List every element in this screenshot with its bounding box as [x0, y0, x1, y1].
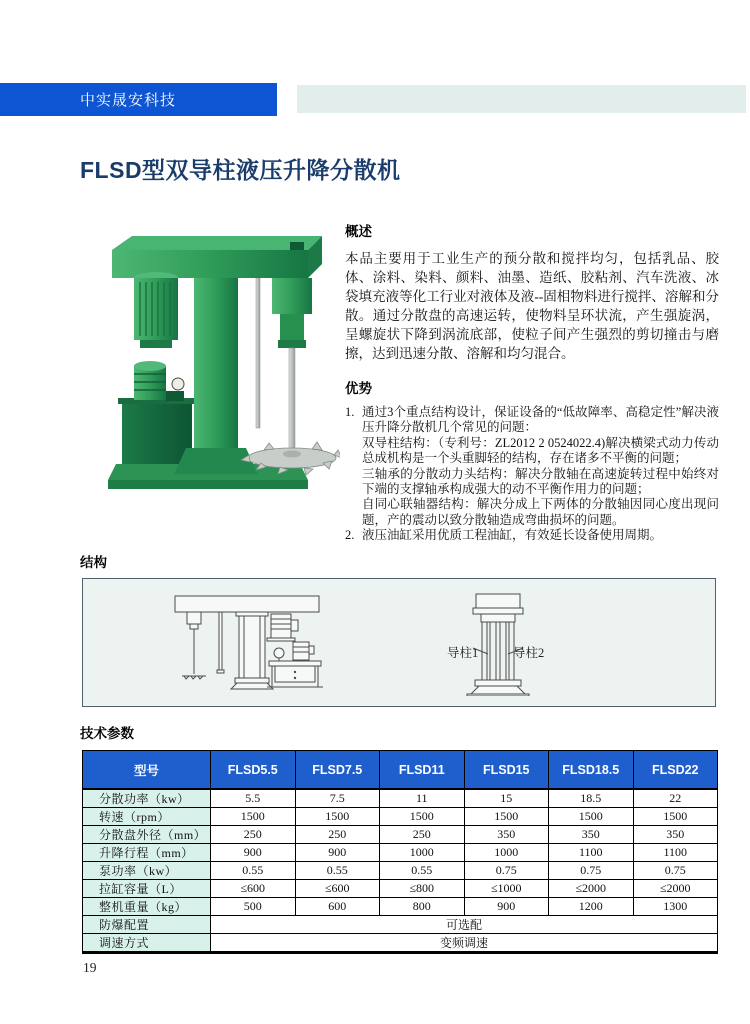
spec-row — [83, 862, 718, 880]
model-header-FLSD11: FLSD11 — [380, 751, 465, 790]
model-header-FLSD15: FLSD15 — [464, 751, 549, 790]
spec-row — [83, 789, 718, 808]
spec-value: 0.55 — [380, 862, 465, 880]
brand-name: 中实晟安科技 — [80, 92, 177, 109]
advantage-item-1-sub-1: 双导柱结构：（专利号：ZL2012 2 0524022.4)解决横梁式动力传动总成机构是一个头重脚轻的结构，存在诸多不平衡的问题； — [362, 435, 719, 466]
spec-value: 0.75 — [549, 862, 634, 880]
spec-value: 1100 — [549, 844, 634, 862]
spec-value: 1500 — [633, 808, 718, 826]
specs-table-head — [83, 751, 718, 790]
spec-value: 1500 — [211, 808, 296, 826]
spec-value: 1500 — [295, 808, 380, 826]
model-column-header: 型号 — [83, 751, 211, 790]
advantage-item-2-body — [362, 528, 719, 543]
spec-value: 250 — [295, 826, 380, 844]
spec-value: 350 — [549, 826, 634, 844]
spec-value: 350 — [633, 826, 718, 844]
spec-value: 500 — [211, 898, 296, 916]
spec-value: 1100 — [633, 844, 718, 862]
spec-row-label: 调速方式 — [83, 934, 211, 953]
spec-value: ≤800 — [380, 880, 465, 898]
spec-value: ≤1000 — [464, 880, 549, 898]
spec-row-label: 转速（rpm） — [83, 808, 211, 826]
specs-table — [82, 750, 718, 954]
spec-value: 600 — [295, 898, 380, 916]
advantage-item-2-text: 液压油缸采用优质工程油缸，有效延长设备使用周期。 — [362, 528, 663, 543]
disperser-machine-illustration — [60, 212, 340, 492]
spec-row — [83, 826, 718, 844]
spec-merged-value: 可选配 — [211, 916, 718, 934]
advantage-item-1-sub-3: 自同心联轴器结构：解决分成上下两体的分散轴因同心度出现问题，产的震动以致分散轴造成弯曲损坏的问题。 — [362, 497, 719, 527]
spec-value: 0.55 — [211, 862, 296, 880]
spec-row — [83, 916, 718, 934]
spec-row — [83, 898, 718, 916]
spec-value: 1000 — [464, 844, 549, 862]
advantage-item-2-number: 2. — [345, 528, 355, 543]
spec-value: 900 — [211, 844, 296, 862]
header-accent-bar — [297, 85, 746, 113]
spec-row — [83, 844, 718, 862]
spec-value: 250 — [380, 826, 465, 844]
advantage-item-1 — [345, 405, 719, 528]
advantage-item-1-number: 1. — [345, 405, 355, 419]
spec-value: 11 — [380, 789, 465, 808]
model-header-FLSD7.5: FLSD7.5 — [295, 751, 380, 790]
guide-column-1-label: 导柱1 — [447, 646, 479, 660]
spec-row-label: 拉缸容量（L） — [83, 880, 211, 898]
spec-value: 900 — [464, 898, 549, 916]
right-column — [345, 220, 719, 544]
spec-row-label: 分散盘外径（mm） — [83, 826, 211, 844]
spec-value: 1300 — [633, 898, 718, 916]
spec-value: 0.75 — [464, 862, 549, 880]
spec-value: ≤600 — [211, 880, 296, 898]
spec-value: 350 — [464, 826, 549, 844]
spec-value: 1500 — [380, 808, 465, 826]
spec-value: 1500 — [549, 808, 634, 826]
spec-value: 18.5 — [549, 789, 634, 808]
spec-value: 7.5 — [295, 789, 380, 808]
spec-value: 900 — [295, 844, 380, 862]
page-title: FLSD型双导柱液压升降分散机 — [80, 157, 401, 183]
spec-value: 1000 — [380, 844, 465, 862]
spec-value: 0.55 — [295, 862, 380, 880]
advantages-heading: 优势 — [345, 381, 372, 396]
spec-value: ≤2000 — [549, 880, 634, 898]
spec-row-label: 防爆配置 — [83, 916, 211, 934]
specs-heading: 技术参数 — [80, 726, 134, 741]
spec-row — [83, 808, 718, 826]
spec-merged-value: 变频调速 — [211, 934, 718, 953]
model-header-FLSD5.5: FLSD5.5 — [211, 751, 296, 790]
spec-row-label: 整机重量（kg） — [83, 898, 211, 916]
spec-value: 800 — [380, 898, 465, 916]
overview-paragraph: 本品主要用于工业生产的预分散和搅拌均匀，包括乳品、胶体、涂料、染料、颜料、油墨、造纸、胶粘剂、汽车洗液、冰袋填充液等化工行业对液体及液--固相物料进行搅拌、溶解和分散。通过分散盘的高速运转，使物料呈环状流，产生强旋涡，呈螺旋状下降到涡流底部，使粒子间产生强烈的剪切撞击与磨擦，达到迅速分散、溶解和均匀混合。 — [345, 251, 719, 361]
spec-value: ≤600 — [295, 880, 380, 898]
spec-value: 5.5 — [211, 789, 296, 808]
structure-heading: 结构 — [80, 555, 107, 570]
spec-value: 22 — [633, 789, 718, 808]
spec-row-label: 泵功率（kw） — [83, 862, 211, 880]
spec-value: ≤2000 — [633, 880, 718, 898]
model-header-FLSD22: FLSD22 — [633, 751, 718, 790]
spec-value: 15 — [464, 789, 549, 808]
structure-diagram-box — [82, 578, 716, 707]
page-number: 19 — [83, 960, 97, 975]
machine-side-view-drawing — [151, 590, 341, 696]
spec-row-label: 升降行程（mm） — [83, 844, 211, 862]
spec-value: 1500 — [464, 808, 549, 826]
spec-row — [83, 934, 718, 953]
spec-row — [83, 880, 718, 898]
brand-bar — [0, 83, 277, 116]
spec-row-label: 分散功率（kw） — [83, 789, 211, 808]
advantage-item-1-lead: 通过3个重点结构设计，保证设备的“低故障率、高稳定性”解决液压升降分散机几个常见的问题： — [362, 405, 719, 435]
spec-value: 0.75 — [633, 862, 718, 880]
overview-heading: 概述 — [345, 224, 372, 239]
advantage-item-1-body — [362, 405, 719, 528]
guide-column-2-label: 导柱2 — [513, 646, 545, 660]
spec-value: 250 — [211, 826, 296, 844]
advantage-item-2 — [345, 528, 719, 543]
guide-column-drawing — [423, 590, 573, 696]
model-header-FLSD18.5: FLSD18.5 — [549, 751, 634, 790]
spec-value: 1200 — [549, 898, 634, 916]
advantages-list — [345, 405, 719, 544]
product-photo — [60, 212, 340, 492]
specs-table-body — [83, 789, 718, 953]
advantage-item-1-sub-2: 三轴承的分散动力头结构：解决分散轴在高速旋转过程中始终对下端的支撑轴承构成强大的动不平衡作用力的问题； — [362, 466, 719, 497]
